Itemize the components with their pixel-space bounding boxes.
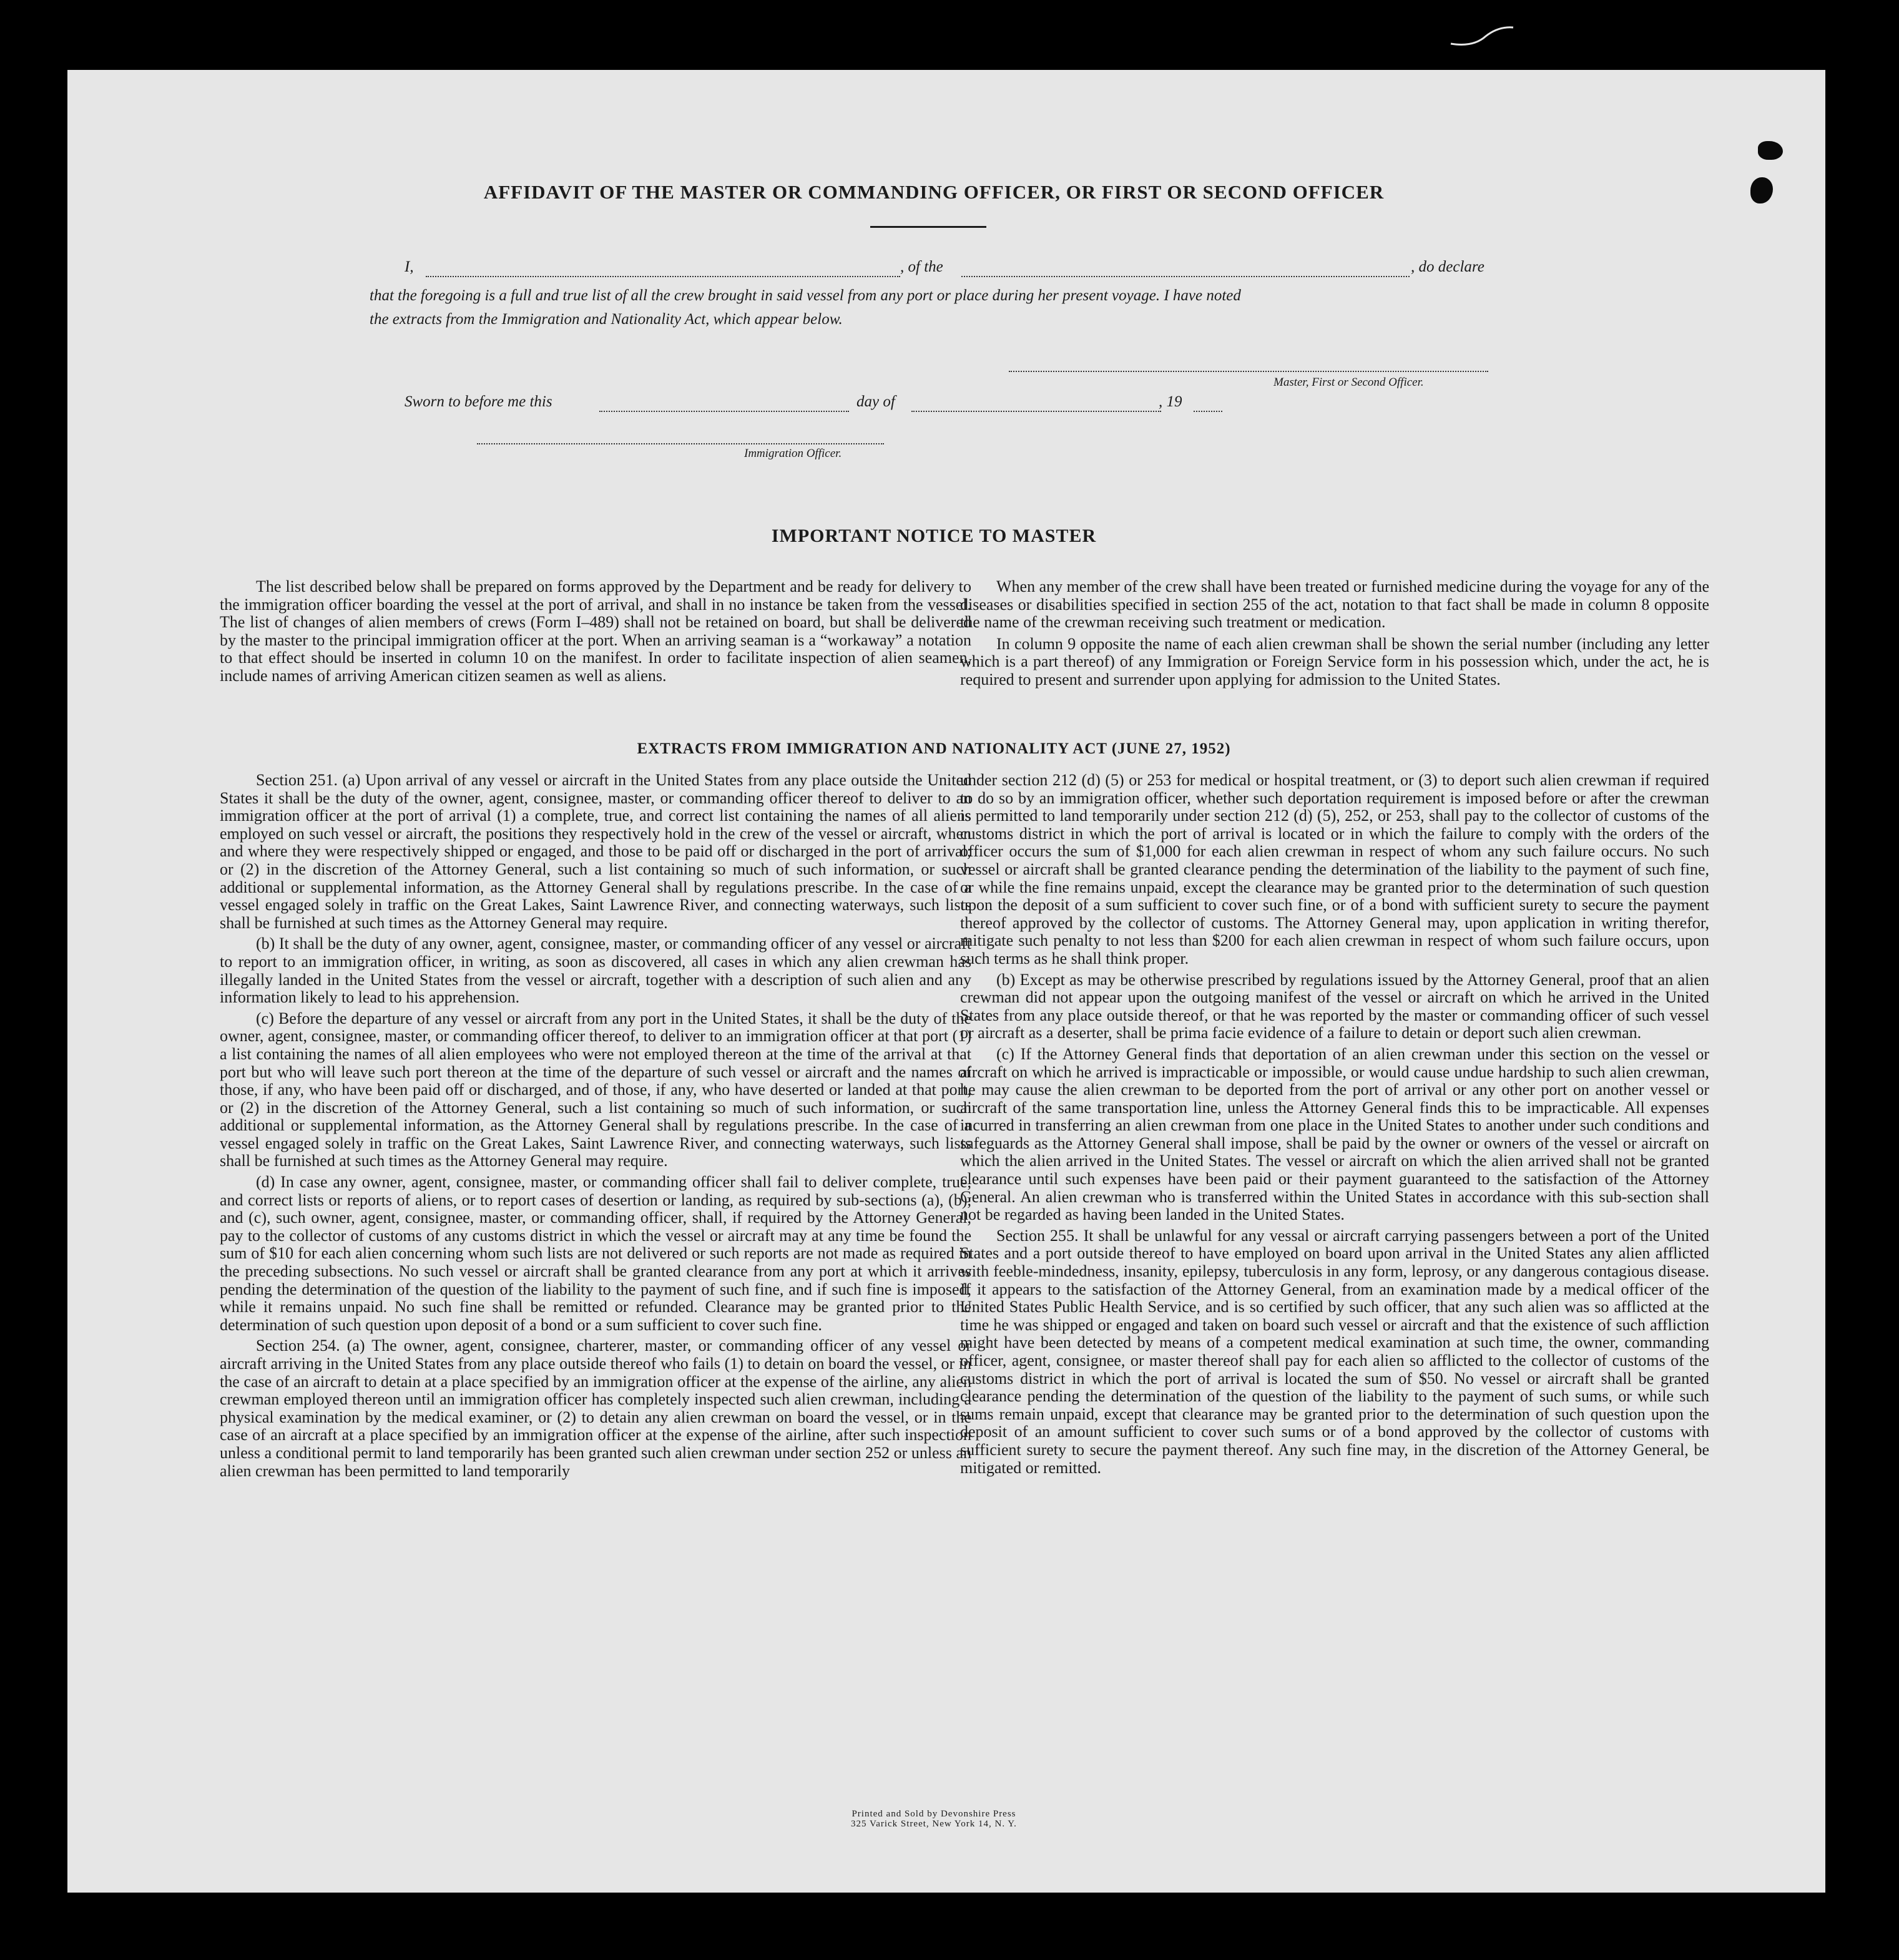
officer-signature-field[interactable] (477, 443, 884, 444)
affidavit-title: AFFIDAVIT OF THE MASTER OR COMMANDING OFFICER, OR FIRST OR SECOND OFFICER (483, 181, 1385, 203)
scan-speck (164, 100, 167, 103)
notice-right-paragraph-2: In column 9 opposite the name of each alien crewman shall be shown the serial number (including any letter which is a part thereof) of any Immigration or Foreign Service form in his possession which, under the act, he is required to present and surrender upon applying for admission to the United States. (960, 634, 1709, 688)
declaration-line-1: that the foregoing is a full and true list of all the crew brought in said vessel from any port or place during her present voyage. I have noted (370, 287, 1241, 304)
notice-title: IMPORTANT NOTICE TO MASTER (771, 526, 1097, 546)
extract-section-255: Section 255. It shall be unlawful for any vessal or aircraft carrying passengers between a port of the United States and a port outside thereof to have employed on board upon arrival in the United States any alien afflicted with feeble-mindedness, insanity, epilepsy, tuberculosis in any form, leprosy, or any dangerous contagious disease. If it appears to the satisfaction of the Attorney General, from an examination made by a medical officer of the United States Public Health Service, and is so certified by such officer, that any such alien was so afflicted at the time he was shipped or engaged and taken on board such vessel or aircraft and that the existence of such affliction might have been detected by means of a competent medical examination at such time, the owner, commanding officer, agent, consignee, or master thereof shall pay for each alien so afflicted to the collector of customs of the customs district in which the port of arrival is located the sum of $50. No vessel or aircraft shall be granted clearance pending the determination of the question of the liability to the payment of such sums, or while such sums remain unpaid, except that clearance may be granted prior to the determination of such question upon the deposit of an amount sufficient to cover such sums or of a bond approved by the collector of customs with sufficient surety to secure the payment thereof. Any such fine may, in the discretion of the Attorney General, be mitigated or remitted. (960, 1226, 1709, 1477)
scan-speck (1790, 95, 1794, 98)
scan-speck (220, 95, 223, 98)
name-field[interactable] (426, 276, 900, 277)
extract-section-254-b: (b) Except as may be otherwise prescribed by regulations issued by the Attorney General, proof that an alien crewman did not appear upon the outgoing manifest of the vessel or aircraft on which he arrived in the United States from any place outside thereof, or that he was reported by the master or commanding officer of such vessel or aircraft as a deserter, shall be prima facie evidence of a failure to detain or deport such alien crewman. (960, 970, 1709, 1042)
sworn-month-field[interactable] (911, 411, 1161, 412)
officer-caption: Immigration Officer. (744, 447, 842, 460)
ink-blot (1758, 141, 1783, 160)
scan-speck (201, 95, 204, 98)
affidavit-of-the-label: , of the (900, 258, 943, 275)
footer-line-1: Printed and Sold by Devonshire Press (851, 1809, 1016, 1819)
footer-line-2: 325 Varick Street, New York 14, N. Y. (851, 1819, 1017, 1829)
extracts-right-column (960, 772, 1709, 1480)
year-label: , 19 (1159, 393, 1182, 410)
extract-section-251-a: Section 251. (a) Upon arrival of any vessel or aircraft in the United States from any place outside the United States it shall be the duty of the owner, agent, consignee, master, or commanding officer thereof to deliver to an immigration officer at the port of arrival (1) a complete, true, and correct list containing the names of all aliens employed on such vessel or aircraft, the positions they respectively hold in the crew of the vessel or aircraft, when and where they were respectively shipped or engaged, and those to be paid off or discharged in the port of arrival; or (2) in the discretion of the Attorney General, such a list containing so much of such information, or such additional or supplemental information, as the Attorney General shall by regulations prescribe. In the case of a vessel engaged solely in traffic on the Great Lakes, Saint Lawrence River, and connecting waterways, such lists shall be furnished at such times as the Attorney General may require. (220, 771, 971, 932)
notice-left-paragraph: The list described below shall be prepared on forms approved by the Department and be ready for delivery to the immigration officer boarding the vessel at the port of arrival, and shall in no instance be taken from the vessel. The list of changes of alien members of crews (Form I–489) shall not be retained on board, but shall be delivered by the master to the principal immigration officer at the port. When an arriving seaman is a “workaway” a notation to that effect should be inserted in column 10 on the manifest. In order to facilitate inspection of alien seamen, include names of arriving American citizen seamen as well as aliens. (220, 577, 971, 685)
document-page (67, 70, 1825, 1893)
master-caption: Master, First or Second Officer. (1273, 376, 1424, 389)
sworn-label: Sworn to before me this (405, 393, 552, 410)
extract-section-251-b: (b) It shall be the duty of any owner, agent, consignee, master, or commanding officer of any vessel or aircraft to report to an immigration officer, in writing, as soon as discovered, all cases in which any alien crewman has illegally landed in the United States from the vessel or aircraft, together with a description of such alien and any information likely to lead to his apprehension. (220, 934, 971, 1007)
extracts-title: EXTRACTS FROM IMMIGRATION AND NATIONALITY ACT (JUNE 27, 1952) (637, 740, 1231, 757)
sworn-year-field[interactable] (1194, 411, 1222, 412)
extract-section-254-c: (c) If the Attorney General finds that deportation of an alien crewman under this section on the vessel or aircraft on which he arrived is impracticable or impossible, or would cause undue hardship to such alien crewman, he may cause the alien crewman to be deported from the port of arrival or any other port on another vessel or aircraft of the same transportation line, unless the Attorney General finds this to be impracticable. All expenses incurred in transferring an alien crewman from one place in the United States to another under such conditions and safeguards as the Attorney General shall impose, shall be paid by the owner or owners of the vessel or aircraft on which the alien arrived in the United States. The vessel or aircraft on which the alien arrived shall not be granted clearance until such expenses have been paid or their payment guaranteed to the satisfaction of the Attorney General. An alien crewman who is transferred within the United States in accordance with this sub-section shall not be regarded as having been landed in the United States. (960, 1044, 1709, 1224)
extract-section-254-a: Section 254. (a) The owner, agent, consignee, charterer, master, or commanding officer of any vessel or aircraft arriving in the United States from any place outside thereof who fails (1) to detain on board the vessel, or in the case of an aircraft to detain at a place specified by an immigration officer at the expense of the airline, any alien crewman employed thereon until an immigration officer has completely inspected such alien crewman, including a physical examination by the medical examiner, or (2) to detain any alien crewman on board the vessel, or in the case of an aircraft at a place specified by an immigration officer at the expense of the airline, after such inspection unless a conditional permit to land temporarily has been granted such alien crewman under section 252 or unless an alien crewman has been permitted to land temporarily (220, 1336, 971, 1480)
scan-mark (1448, 22, 1517, 50)
declaration-line-2: the extracts from the Immigration and Nationality Act, which appear below. (370, 311, 843, 328)
notice-right-paragraph-1: When any member of the crew shall have been treated or furnished medicine during the voyage for any of the diseases or disabilities specified in section 255 of the act, notation to that fact shall be made in column 8 opposite the name of the crewman receiving such treatment or medication. (960, 577, 1709, 632)
sworn-day-field[interactable] (599, 411, 849, 412)
notice-right-column (960, 578, 1709, 692)
title-rule (870, 226, 986, 228)
notice-left-column (220, 578, 971, 688)
extracts-left-column (220, 772, 971, 1483)
extract-section-254-a-cont: under section 212 (d) (5) or 253 for medical or hospital treatment, or (3) to deport such alien crewman if required to do so by an immigration officer, whether such deportation requirement is imposed before or after the crewman is permitted to land temporarily under section 212 (d) (5), 252, or 253, shall pay to the collector of customs of the customs district in which the port of arrival is located or in which the failure to comply with the orders of the officer occurs the sum of $1,000 for each alien crewman in respect of whom any such failure occurs. No such vessel or aircraft shall be granted clearance pending the determination of the liability to the payment of such fine, or while the fine remains unpaid, except the clearance may be granted prior to the determination of such question upon the deposit of a sum sufficient to cover such fine, or of a bond with sufficient surety to secure the payment thereof approved by the collector of customs. The Attorney General may, upon application in writing therefor, mitigate such penalty to not less than $200 for each alien crewman in respect of whom such failure occurs, upon such terms as he shall think proper. (960, 771, 1709, 968)
vessel-field[interactable] (961, 276, 1410, 277)
extract-section-251-d: (d) In case any owner, agent, consignee, master, or commanding officer shall fail to deliver complete, true, and correct lists or reports of aliens, or to report cases of desertion or landing, as required by sub-sections (a), (b), and (c), such owner, agent, consignee, master, or commanding officer, shall, if required by the Attorney General, pay to the collector of customs of any customs district in which the vessel or aircraft may at any time be found the sum of $10 for each alien concerning whom such lists are not delivered or such reports are not made as required in the preceding subsections. No such vessel or aircraft shall be granted clearance from any port at which it arrives pending the determination of the question of the liability to the payment of such fine, and if such fine is imposed, while it remains unpaid. No such fine shall be remitted or refunded. Clearance may be granted prior to the determination of such question upon deposit of a bond or a sum sufficient to cover such fine. (220, 1173, 971, 1334)
master-signature-field[interactable] (1009, 371, 1488, 372)
printer-footer (67, 1809, 1800, 1829)
day-of-label: day of (856, 393, 895, 410)
affidavit-i-label: I, (405, 258, 414, 275)
extract-section-251-c: (c) Before the departure of any vessel or aircraft from any port in the United States, it shall be the duty of the owner, agent, consignee, master, or commanding officer thereof, to deliver to an immigration officer at that port (1) a list containing the names of all alien employees who were not employed thereon at the time of the arrival at that port but who will leave such port thereon at the time of the departure of such vessel or aircraft and the names of those, if any, who have been paid off or discharged, and of those, if any, who have deserted or landed at that port, or (2) in the discretion of the Attorney General, such a list containing so much of such information, or such additional or supplemental information, as the Attorney General shall by regulations prescribe. In the case of a vessel engaged solely in traffic on the Great Lakes, Saint Lawrence River, and connecting waterways, such lists shall be furnished at such times as the Attorney General may require. (220, 1009, 971, 1170)
affidavit-do-declare-label: , do declare (1411, 258, 1484, 275)
